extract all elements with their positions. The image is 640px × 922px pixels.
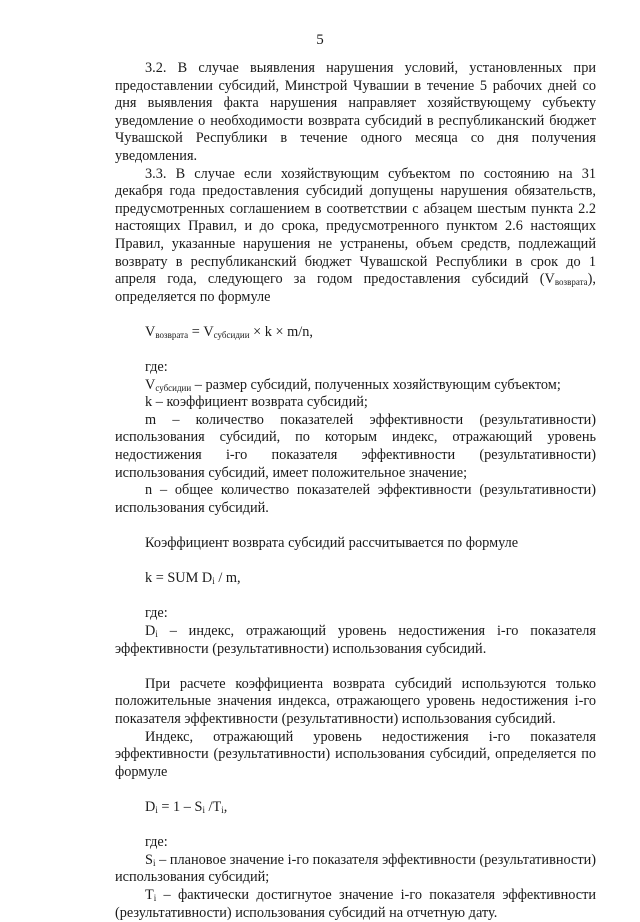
where-label-2: где: bbox=[145, 605, 168, 622]
document-body bbox=[115, 60, 596, 922]
paragraph-positive-values: При расчете коэффициента возврата субсидий используются только положительные значения индекса, отражающего уровень недостижения i-го показателя эффективности (результативности) использования субсидий. bbox=[115, 675, 596, 727]
definition-s: $S_i$ – плановое значение i-го показателя эффективности (результативности) использования субсидий; bbox=[115, 851, 596, 886]
formula-return-volume: $V_{возврата} = V_{субсидии} \times k \times m/n$, bbox=[145, 323, 313, 340]
definition-d: $D_i$ – индекс, отражающий уровень недостижения i-го показателя эффективности (результативности) использования субсидий. bbox=[115, 623, 596, 657]
where-label-1: где: bbox=[145, 359, 168, 376]
paragraph-3-2: 3.2. В случае выявления нарушения условий, установленных при предоставлении субсидий, Минстрой Чувашии в течение 5 рабочих дней со дня выявления факта нарушения направляет хозяйствующему субъекту уведомление о необходимости возврата субсидий в республиканский бюджет Чувашской Республики в течение одного месяца со дня получения уведомления. bbox=[115, 60, 596, 164]
paragraph-3-3: 3.3. В случае если хозяйствующим субъектом по состоянию на 31 декабря года предоставления субсидий допущены нарушения обязательств, предусмотренных соглашением в соответствии с абзацем шестым пункта 2.2 настоящих Правил, и до срока, предусмотренного пунктом 2.6 настоящих Правил, указанные нарушения не устранены, объем средств, подлежащий возврату в республиканский бюджет Чувашской Республики в срок до 1 апреля года, следующего за годом предоставления субсидий $(V_{возврата})$, определяется по формуле bbox=[115, 165, 596, 305]
definition-n: n – общее количество показателей эффективности (результативности) использования субсидий. bbox=[115, 482, 596, 516]
definition-k: k – коэффициент возврата субсидий; bbox=[145, 394, 368, 411]
page-number: 5 bbox=[316, 32, 324, 48]
definition-m: m – количество показателей эффективности (результативности) использования субсидий, по которым индекс, отражающий уровень недостижения i-го показателя эффективности (результативности) использования субсидий, имеет положительное значение; bbox=[115, 411, 596, 481]
coefficient-intro: Коэффициент возврата субсидий рассчитывается по формуле bbox=[145, 535, 519, 552]
formula-coefficient: k = SUM $D_i$ / m, bbox=[145, 570, 241, 587]
where-label-3: где: bbox=[145, 834, 168, 851]
formula-index: $D_i = 1 - S_i$ $/T_i$, bbox=[145, 798, 228, 815]
definition-v-subsidy: $V_{субсидии}$ – размер субсидий, полученных хозяйствующим субъектом; bbox=[145, 376, 561, 393]
definition-t: $T_i$ – фактически достигнутое значение i-го показателя эффективности (результативности) использования субсидий на отчетную дату. bbox=[115, 886, 596, 921]
paragraph-index-definition: Индекс, отражающий уровень недостижения i-го показателя эффективности (результативности) использования субсидий, определяется по формуле bbox=[115, 728, 596, 780]
